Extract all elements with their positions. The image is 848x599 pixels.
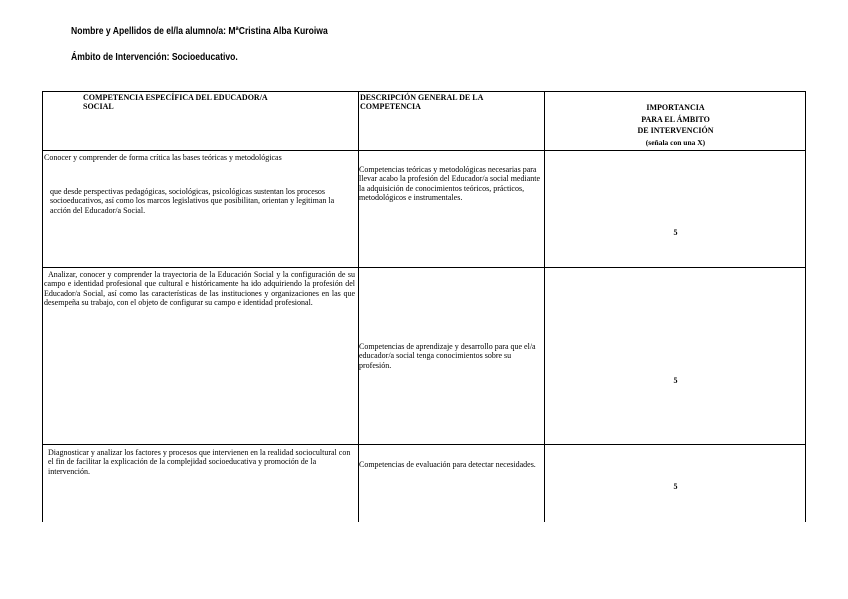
importance-header-line: DE INTERVENCIÓN [637, 126, 714, 135]
column-header-competence: COMPETENCIA ESPECÍFICA DEL EDUCADOR/A SOCIAL [83, 93, 268, 111]
importance-header-note: (señala con una X) [645, 137, 706, 147]
row-1-divider [42, 267, 806, 268]
competence-text: Diagnosticar y analizar los factores y procesos que intervienen en la realidad sociocultural con el fin de facilitar la explicación de la complejidad socioeducativa y promoción de la intervención. [48, 448, 351, 476]
competence-description: Competencias de aprendizaje y desarrollo para que el/a educador/a social tenga conocimientos sobre su profesión. [359, 342, 536, 370]
header-row-divider [42, 150, 806, 151]
table-divider-2 [544, 91, 545, 522]
importance-header-line: PARA EL ÁMBITO [641, 114, 710, 124]
table-border-left [42, 91, 43, 522]
importance-value: 5 [673, 482, 678, 491]
competence-text-continued: que desde perspectivas pedagógicas, sociológicas, psicológicas sustentan los procesos socioeducativos, así como los marcos legislativos que posibilitan, orientan y legitiman la acción del Educador/a Social. [50, 187, 335, 215]
table-divider-1 [358, 91, 359, 522]
importance-header-line: IMPORTANCIA [646, 103, 705, 112]
student-name-line: Nombre y Apellidos de el/la alumno/a: MªCristina Alba Kuroiwa [71, 26, 328, 37]
row-2-divider [42, 444, 806, 445]
competence-description: Competencias teóricas y metodológicas necesarias para llevar acabo la profesión del Educador/a social mediante la adquisición de conocimientos teóricos, prácticos, metodológicos e instrumentales. [359, 165, 541, 202]
table-border-top [42, 91, 806, 92]
competence-description: Competencias de evaluación para detectar necesidades. [359, 460, 536, 469]
intervention-scope-line: Ámbito de Intervención: Socioeducativo. [71, 52, 238, 63]
importance-value: 5 [673, 228, 678, 237]
importance-value: 5 [673, 376, 678, 385]
table-border-right [805, 91, 806, 522]
competence-text: Conocer y comprender de forma crítica las bases teóricas y metodológicas [44, 153, 282, 162]
column-header-description: DESCRIPCIÓN GENERAL DE LA COMPETENCIA [360, 93, 483, 111]
column-header-importance [545, 102, 806, 148]
competence-text: Analizar, conocer y comprender la trayectoria de la Educación Social y la configuración de su campo e identidad profesional que cultural e históricamente ha ido adquiriendo la profesión del Educador/a Social, así como las características de las instituciones y organizaciones en las que desempeña su trabajo, con el objeto de configurar su campo e identidad profesional. [44, 270, 355, 307]
